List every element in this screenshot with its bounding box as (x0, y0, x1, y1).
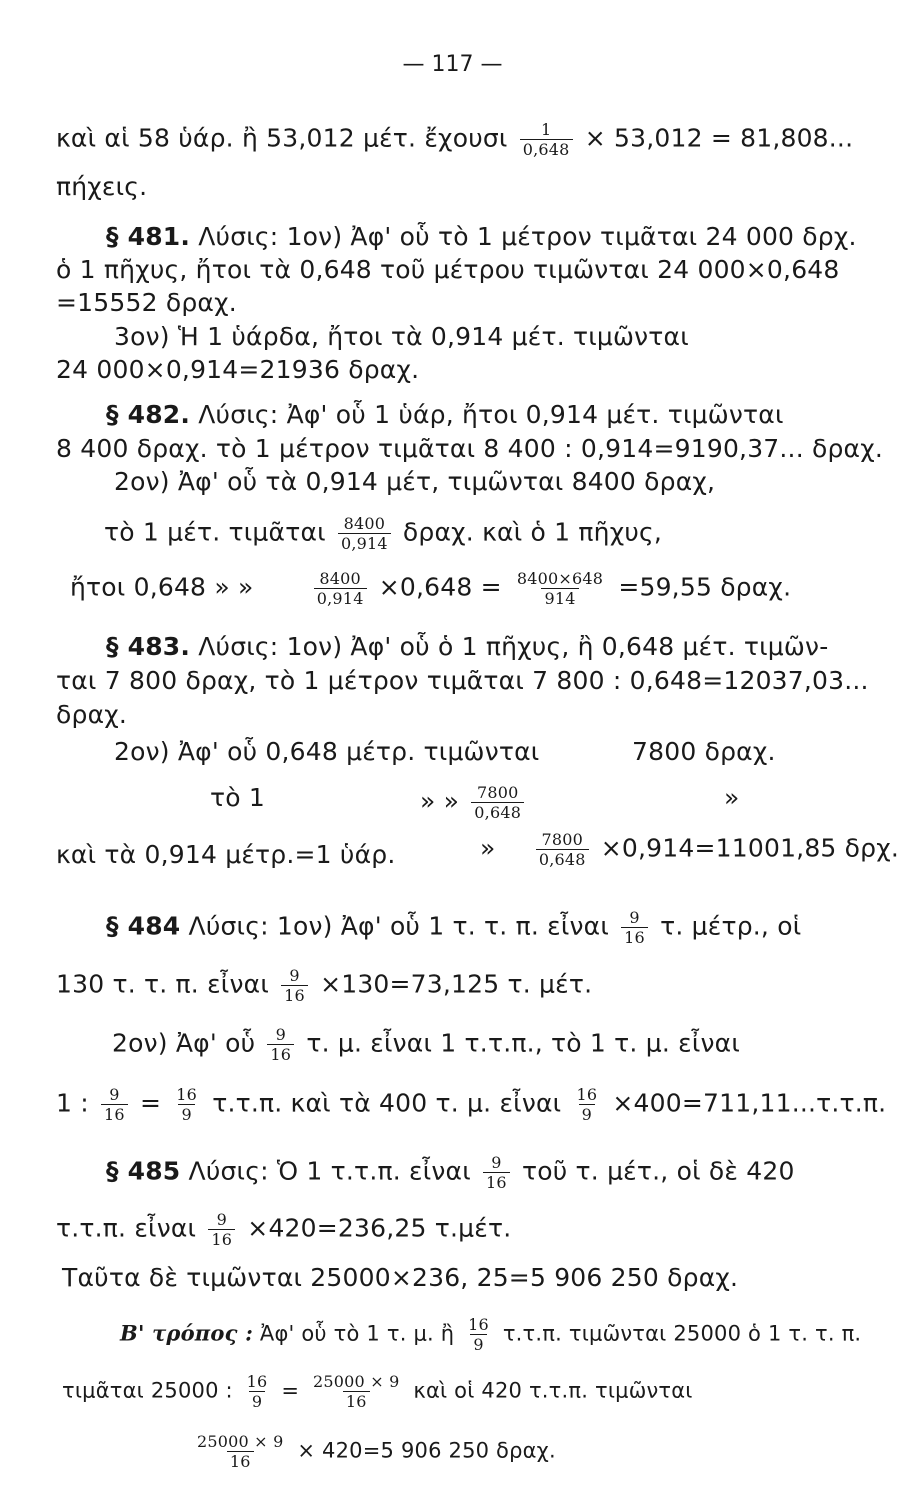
fraction (536, 830, 589, 869)
text-line (420, 783, 528, 822)
text-span: τ.τ.π. εἶναι (56, 1213, 197, 1243)
text-span: Λύσις: 1ον) Ἀφ' οὗ ὁ 1 πῆχυς, ἢ 0,648 μέτ. τιμῶν- (198, 632, 829, 661)
text-line: 2ον) Ἀφ' οὗ τὰ 0,914 μέτ, τιμῶνται 8400 δραχ, (114, 467, 716, 496)
fraction-denominator: 0,914 (314, 588, 367, 608)
fraction-numerator: 9 (109, 1085, 120, 1104)
text-line (106, 632, 828, 662)
text-line (190, 1432, 556, 1471)
text-span: ×130=73,125 τ. μέτ. (320, 969, 593, 999)
text-line: πήχεις. (56, 172, 148, 201)
text-line (56, 966, 592, 1005)
fraction (621, 908, 648, 947)
fraction-denominator: 914 (541, 588, 578, 608)
text-span: καὶ οἱ 420 τ.τ.π. τιμῶνται (413, 1378, 693, 1403)
text-line: ὁ 1 πῆχυς, ἤτοι τὰ 0,648 τοῦ μέτρου τιμῶνται 24 000×0,648 (56, 255, 840, 284)
text-span: τ.τ.π. τιμῶνται 25000 ὁ 1 τ. τ. π. (502, 1321, 862, 1346)
fraction-denominator: 9 (178, 1104, 194, 1124)
fraction-numerator: 8400 (343, 514, 386, 533)
fraction (573, 1085, 600, 1124)
text-span: 2ον) Ἀφ' οὗ 0,648 μέτρ. τιμῶνται (114, 737, 540, 766)
text-line (112, 1025, 740, 1064)
fraction-numerator: 8400×648 (516, 569, 604, 588)
fraction-numerator: 8400 (319, 569, 361, 588)
fraction-numerator: 9 (491, 1153, 502, 1172)
text-line (106, 908, 801, 947)
fraction-numerator: 9 (629, 908, 640, 927)
text-line: καὶ τὰ 0,914 μέτρ.=1 ὑάρ. (56, 840, 396, 869)
fraction-denominator: 16 (621, 927, 648, 947)
text-line (56, 120, 853, 159)
text-line (106, 1153, 795, 1192)
fraction-denominator: 9 (579, 1104, 595, 1124)
text-line: =15552 δραχ. (56, 288, 237, 317)
text-span: δραχ. καὶ ὁ 1 πῆχυς, (402, 517, 663, 547)
fraction-denominator: 16 (101, 1104, 128, 1124)
text-span: ×400=711,11...τ.τ.π. (612, 1088, 887, 1118)
text-span: τ. μέτρ., οἱ (660, 911, 802, 941)
fraction-denominator: 16 (483, 1172, 510, 1192)
fraction (465, 1315, 492, 1354)
section-number: § 482. (106, 400, 191, 429)
fraction (310, 1372, 402, 1411)
fraction-denominator: 9 (249, 1391, 265, 1411)
fraction-numerator: 25000 × 9 (197, 1432, 284, 1451)
fraction-numerator: 9 (275, 1025, 286, 1044)
text-span: τ.τ.π. καὶ τὰ 400 τ. μ. εἶναι (212, 1088, 562, 1118)
fraction-denominator: 16 (227, 1451, 254, 1471)
fraction-denominator: 16 (267, 1044, 294, 1064)
text-line (62, 1372, 693, 1411)
text-line: » (724, 783, 740, 812)
fraction (208, 1210, 235, 1249)
fraction-numerator: 16 (176, 1085, 198, 1104)
fraction-numerator: 1 (540, 120, 552, 139)
fraction-numerator: 16 (246, 1372, 268, 1391)
fraction-denominator: 9 (470, 1334, 486, 1354)
text-line: 24 000×0,914=21936 δραχ. (56, 355, 420, 384)
text-span: × 53,012 = 81,808... (584, 123, 854, 153)
text-span: τ. μ. εἶναι 1 τ.τ.π., τὸ 1 τ. μ. εἶναι (306, 1028, 741, 1058)
text-span: ×420=236,25 τ.μέτ. (247, 1213, 512, 1243)
text-line: 8 400 δραχ. τὸ 1 μέτρον τιμᾶται 8 400 : 0,914=9190,37... δραχ. (56, 434, 884, 463)
fraction (514, 569, 606, 608)
page-number: — 117 — (402, 52, 503, 77)
fraction-denominator: 16 (343, 1391, 370, 1411)
text-line (106, 222, 857, 252)
text-span: 2ον) Ἀφ' οὗ (112, 1028, 256, 1058)
fraction (471, 783, 524, 822)
fraction (314, 569, 367, 608)
text-line (56, 1210, 511, 1249)
text-span: » » (420, 786, 460, 816)
text-span: = (281, 1378, 300, 1403)
text-span: 1 : (56, 1088, 89, 1118)
fraction-numerator: 7800 (476, 783, 519, 802)
section-number: § 484 (106, 911, 181, 941)
fraction-denominator: 0,648 (471, 802, 524, 822)
text-span: ἤτοι 0,648 » » (70, 572, 254, 602)
fraction (520, 120, 573, 159)
text-span: » (480, 833, 496, 863)
text-line (120, 1315, 861, 1354)
text-line: 3ον) Ἡ 1 ὑάρδα, ἤτοι τὰ 0,914 μέτ. τιμῶνται (114, 322, 689, 351)
fraction-denominator: 16 (281, 985, 308, 1005)
text-span: ×0,914=11001,85 δρχ. (600, 833, 900, 863)
text-span: Λύσις: Ἀφ' οὗ 1 ὑάρ, ἤτοι 0,914 μέτ. τιμῶνται (198, 400, 784, 429)
fraction (244, 1372, 271, 1411)
text-line: Ταῦτα δὲ τιμῶνται 25000×236, 25=5 906 250 δραχ. (62, 1263, 739, 1292)
method-heading: Β' τρόπος : (120, 1320, 254, 1346)
fraction (338, 514, 391, 553)
text-span: τὸ 1 μέτ. τιμᾶται (104, 517, 326, 547)
text-span: τοῦ τ. μέτ., οἱ δὲ 420 (521, 1156, 795, 1186)
fraction-denominator: 16 (208, 1229, 235, 1249)
fraction-numerator: 16 (468, 1315, 489, 1334)
text-line (106, 400, 784, 430)
text-span: καὶ αἱ 58 ὑάρ. ἢ 53,012 μέτ. ἔχουσι (56, 123, 508, 153)
text-line (70, 569, 791, 608)
fraction (101, 1085, 128, 1124)
fraction (173, 1085, 200, 1124)
text-span: Λύσις: 1ον) Ἀφ' οὗ τὸ 1 μέτρον τιμᾶται 24 000 δρχ. (198, 222, 857, 251)
fraction (281, 966, 308, 1005)
text-line: ται 7 800 δραχ, τὸ 1 μέτρον τιμᾶται 7 800 : 0,648=12037,03... (56, 666, 869, 695)
fraction-denominator: 0,914 (338, 533, 391, 553)
fraction (483, 1153, 510, 1192)
text-span: = (139, 1088, 162, 1118)
text-span: Λύσις: Ὁ 1 τ.τ.π. εἶναι (188, 1156, 471, 1186)
fraction-denominator: 0,648 (520, 139, 573, 159)
fraction-numerator: 9 (216, 1210, 227, 1229)
text-line (56, 1085, 886, 1124)
text-span: τιμᾶται 25000 : (62, 1378, 233, 1403)
text-span: Λύσις: 1ον) Ἀφ' οὗ 1 τ. τ. π. εἶναι (188, 911, 610, 941)
text-span: =59,55 δραχ. (618, 572, 792, 602)
text-line (104, 514, 662, 553)
text-line (114, 737, 539, 767)
text-span: Ἀφ' οὗ τὸ 1 τ. μ. ἢ (259, 1321, 455, 1346)
section-number: § 483. (106, 632, 191, 661)
fraction-numerator: 25000 × 9 (313, 1372, 400, 1391)
fraction-numerator: 7800 (541, 830, 583, 849)
text-line: δραχ. (56, 700, 128, 729)
section-number: § 485 (106, 1156, 181, 1186)
fraction-denominator: 0,648 (536, 849, 589, 869)
section-number: § 481. (106, 222, 191, 251)
fraction-numerator: 16 (576, 1085, 598, 1104)
text-line: 7800 δραχ. (632, 737, 776, 766)
fraction (194, 1432, 286, 1471)
text-line (480, 830, 899, 869)
fraction (267, 1025, 294, 1064)
text-span: ×0,648 = (378, 572, 502, 602)
fraction-numerator: 9 (289, 966, 300, 985)
text-span: 130 τ. τ. π. εἶναι (56, 969, 269, 999)
text-line: τὸ 1 (210, 783, 265, 812)
text-span: × 420=5 906 250 δραχ. (297, 1438, 556, 1463)
